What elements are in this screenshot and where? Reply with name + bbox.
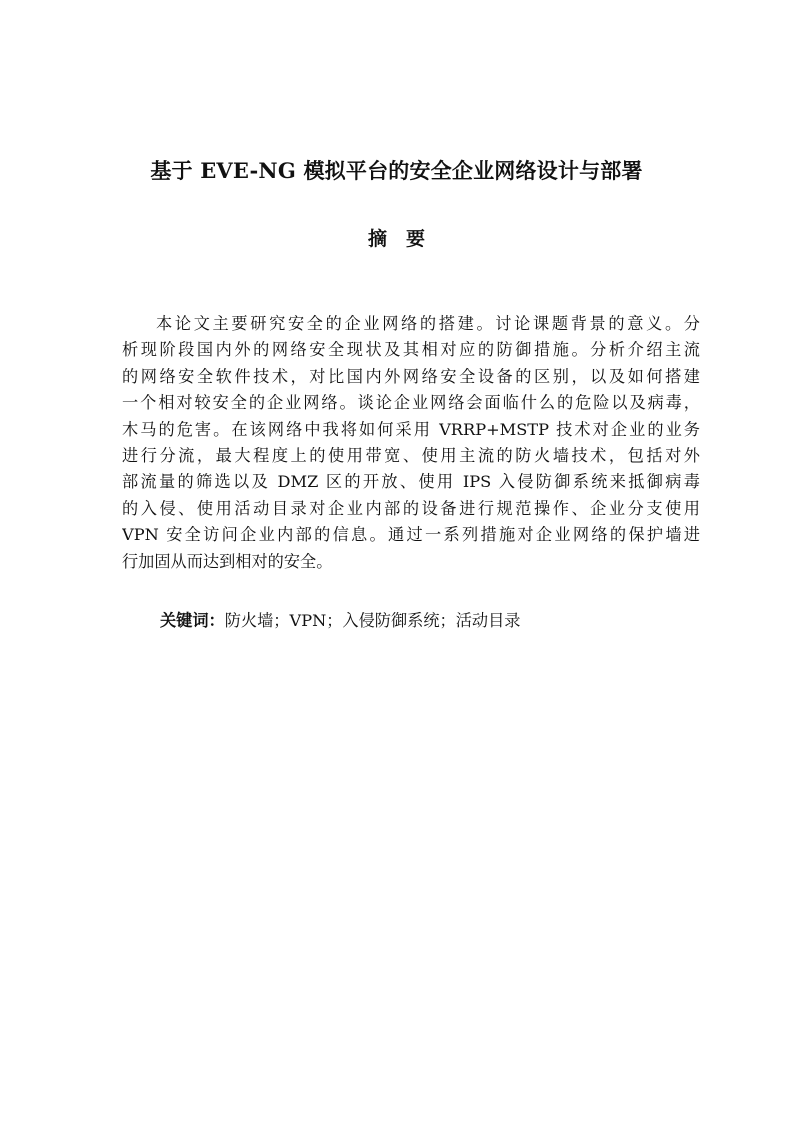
abstract-line: VPN 安全访问企业内部的信息。通过一系列措施对企业网络的保护墙进 [122, 525, 700, 545]
abstract-line: 行加固从而达到相对的安全。 [122, 551, 333, 571]
abstract-heading: 摘 要 [367, 228, 425, 250]
abstract-line: 的网络安全软件技术，对比国内外网络安全设备的区别，以及如何搭建 [122, 366, 700, 386]
abstract-line: 析现阶段国内外的网络安全现状及其相对应的防御措施。分析介绍主流 [122, 340, 700, 360]
abstract-line: 一个相对较安全的企业网络。谈论企业网络会面临什么的危险以及病毒， [122, 393, 700, 413]
keywords-text: 防火墙；VPN；入侵防御系统；活动目录 [224, 611, 521, 630]
abstract-body [122, 311, 700, 575]
keywords-line [160, 608, 521, 634]
abstract-line: 进行分流，最大程度上的使用带宽、使用主流的防火墙技术，包括对外 [122, 445, 700, 465]
abstract-line: 部流量的筛选以及 DMZ 区的开放、使用 IPS 入侵防御系统来抵御病毒 [122, 472, 700, 492]
abstract-line: 的入侵、使用活动目录对企业内部的设备进行规范操作、企业分支使用 [122, 498, 700, 518]
abstract-line: 木马的危害。在该网络中我将如何采用 VRRP+MSTP 技术对企业的业务 [122, 419, 700, 439]
paper-title: 基于 EVE-NG 模拟平台的安全企业网络设计与部署 [150, 158, 643, 183]
keywords-label: 关键词： [160, 611, 225, 630]
abstract-line: 本论文主要研究安全的企业网络的搭建。讨论课题背景的意义。分 [156, 314, 700, 333]
